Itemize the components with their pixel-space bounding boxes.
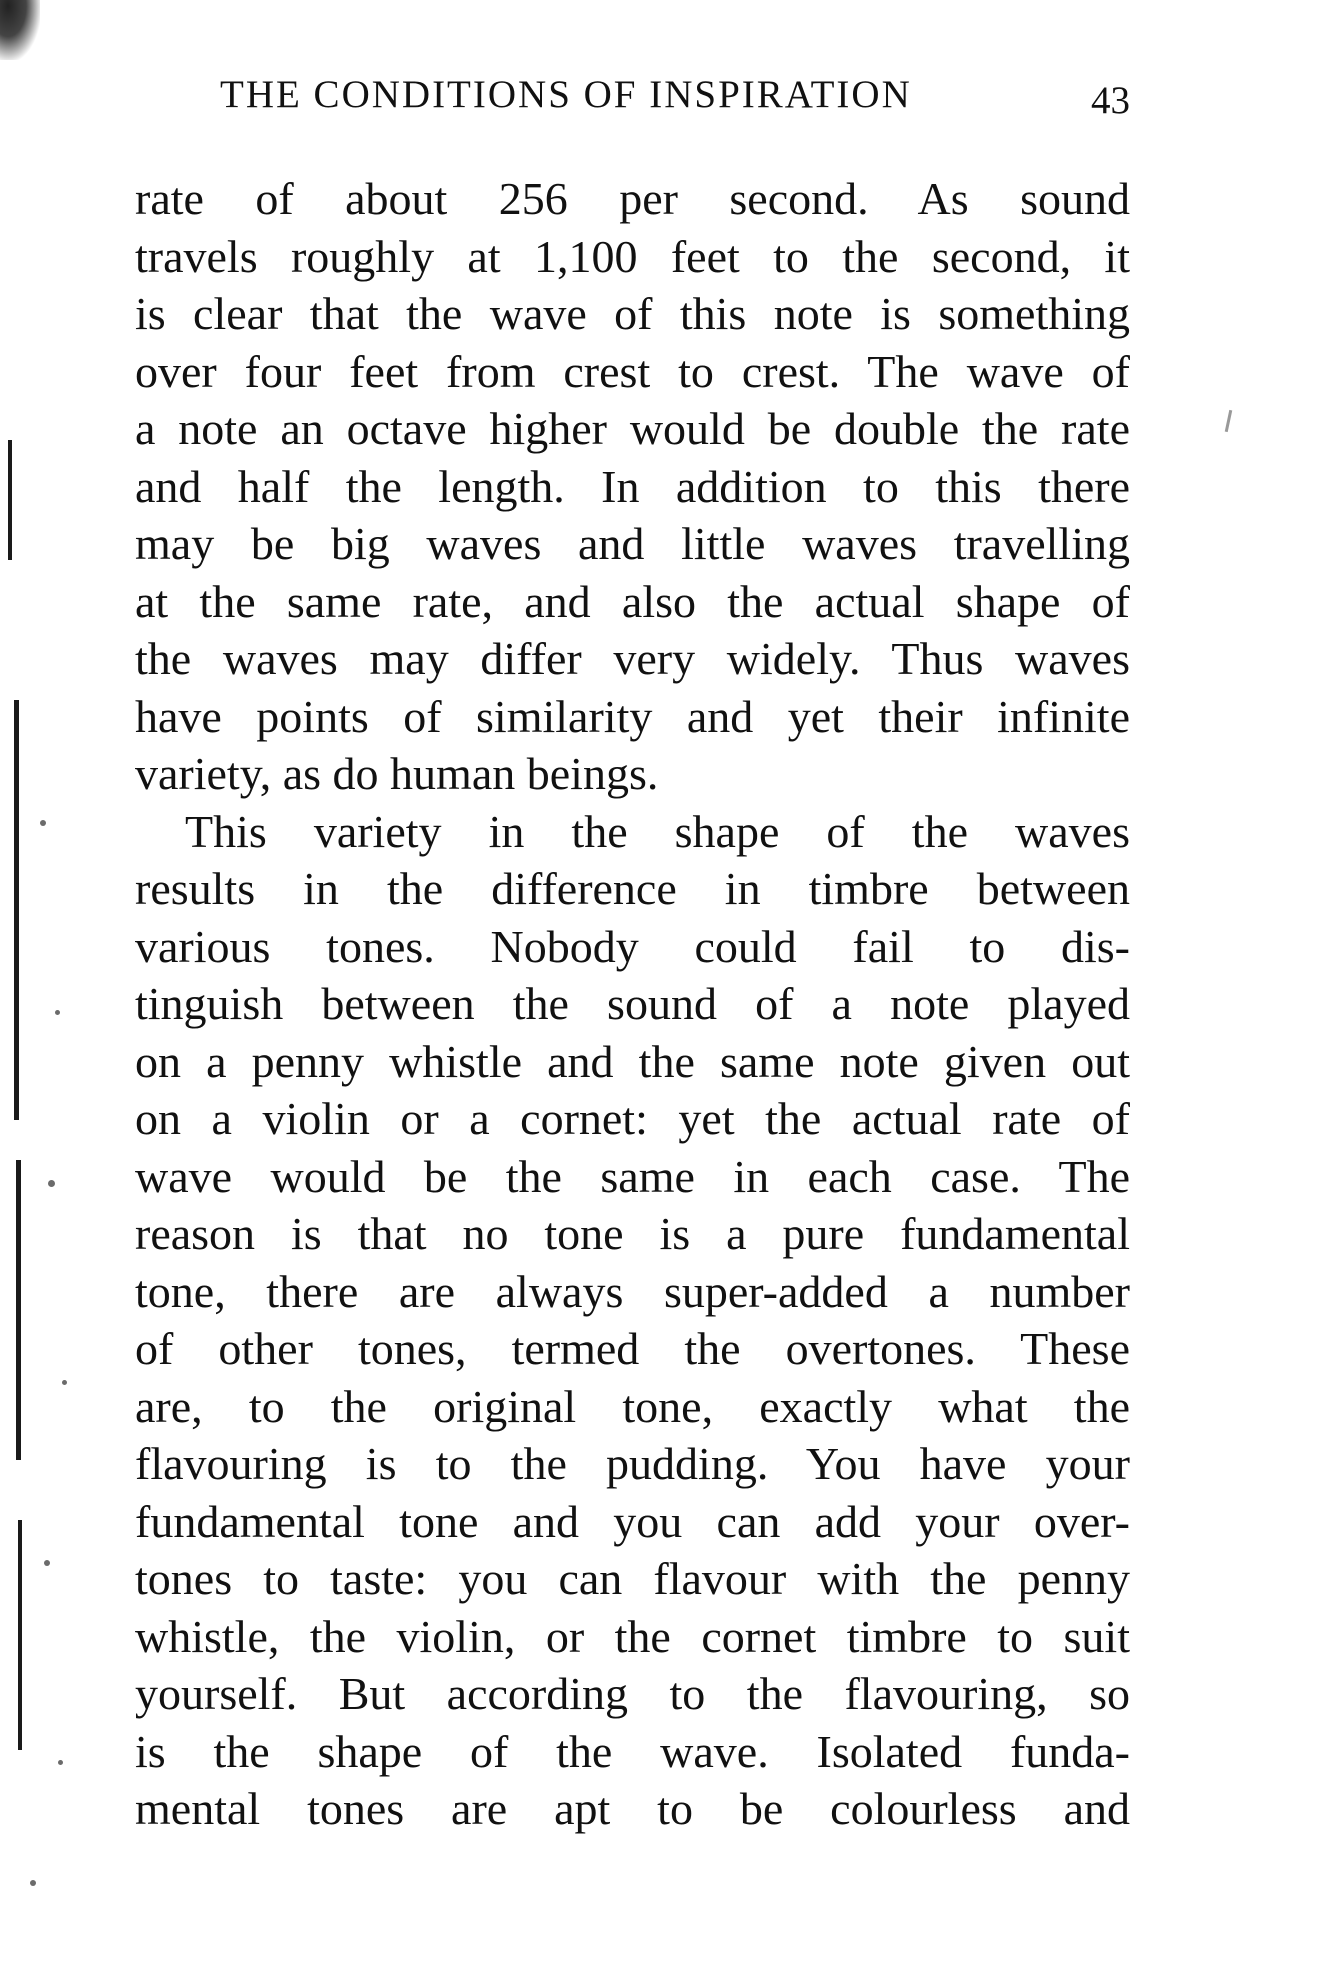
text-line: reason is that no tone is a pure fundamental bbox=[135, 1208, 1130, 1259]
text-line: fundamental tone and you can add your over- bbox=[135, 1495, 1130, 1547]
text-line: This variety in the shape of the waves bbox=[185, 805, 1130, 857]
text-line: is the shape of the wave. Isolated funda- bbox=[135, 1725, 1130, 1777]
text-line: tone, there are always super-added a number bbox=[135, 1265, 1130, 1317]
text-line: variety, as do human beings. bbox=[135, 748, 659, 799]
scan-speck bbox=[30, 1880, 36, 1886]
body-text bbox=[135, 170, 1130, 1838]
scan-speck bbox=[58, 1760, 63, 1765]
binding-shadow-mark bbox=[8, 440, 12, 560]
text-line: tones to taste: you can flavour with the penny bbox=[135, 1553, 1130, 1604]
scan-corner-shadow bbox=[0, 0, 40, 60]
text-line: a note an octave higher would be double the rate bbox=[135, 403, 1130, 454]
scanned-binding-edge bbox=[0, 0, 95, 1974]
text-line: various tones. Nobody could fail to dis- bbox=[135, 920, 1130, 972]
scan-speck bbox=[55, 1010, 60, 1015]
text-line: at the same rate, and also the actual shape of bbox=[135, 575, 1130, 627]
text-line: whistle, the violin, or the cornet timbre to suit bbox=[135, 1610, 1130, 1662]
text-line: and half the length. In addition to this there bbox=[135, 460, 1130, 512]
binding-shadow-mark bbox=[18, 1520, 22, 1750]
scan-speck bbox=[62, 1380, 67, 1385]
text-line: mental tones are apt to be colourless and bbox=[135, 1783, 1130, 1834]
scan-speck bbox=[44, 1560, 50, 1566]
text-line: results in the difference in timbre between bbox=[135, 863, 1130, 914]
text-line: wave would be the same in each case. The bbox=[135, 1150, 1130, 1202]
text-line: is clear that the wave of this note is something bbox=[135, 288, 1130, 339]
page-number: 43 bbox=[1091, 79, 1130, 122]
text-line: of other tones, termed the overtones. These bbox=[135, 1323, 1130, 1374]
text-line: flavouring is to the pudding. You have your bbox=[135, 1438, 1130, 1489]
text-line: on a violin or a cornet: yet the actual rate of bbox=[135, 1093, 1130, 1144]
text-line: the waves may differ very widely. Thus waves bbox=[135, 633, 1130, 684]
binding-shadow-mark bbox=[14, 700, 19, 1120]
running-head: THE CONDITIONS OF INSPIRATION bbox=[220, 73, 912, 116]
text-line: over four feet from crest to crest. The wave of bbox=[135, 345, 1130, 397]
text-line: rate of about 256 per second. As sound bbox=[135, 173, 1130, 224]
text-line: on a penny whistle and the same note given out bbox=[135, 1035, 1130, 1087]
text-line: are, to the original tone, exactly what the bbox=[135, 1380, 1130, 1432]
scan-speck bbox=[48, 1180, 55, 1187]
text-line: may be big waves and little waves travelling bbox=[135, 518, 1130, 569]
text-line: tinguish between the sound of a note played bbox=[135, 978, 1130, 1029]
page-header bbox=[220, 72, 1130, 132]
text-line: yourself. But according to the flavouring, so bbox=[135, 1668, 1130, 1719]
text-line: have points of similarity and yet their infinite bbox=[135, 690, 1130, 742]
scan-stray-mark bbox=[1225, 410, 1233, 432]
binding-shadow-mark bbox=[16, 1160, 21, 1460]
text-line: travels roughly at 1,100 feet to the second, it bbox=[135, 230, 1130, 282]
scan-speck bbox=[40, 820, 46, 826]
